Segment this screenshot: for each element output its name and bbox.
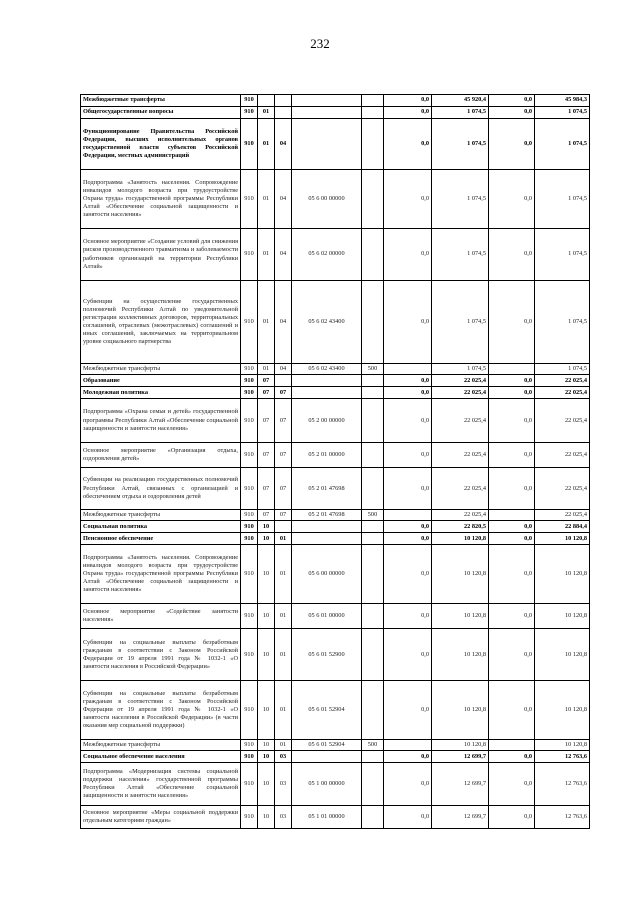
amount-3 — [489, 364, 535, 375]
table-row — [81, 545, 590, 604]
csr-code — [292, 95, 362, 107]
row-name: Межбюджетные трансферты — [81, 740, 241, 751]
pr-code: 01 — [275, 740, 292, 751]
pr-code: 04 — [275, 229, 292, 281]
row-name: Подпрограмма «Занятость населения. Сопровождение инвалидов молодого возраста при трудоустройстве Охрана труда» государственной программы Республики Алтай «Обеспечение социальной защищенности и занятости населения» — [81, 545, 241, 604]
vr-code — [362, 375, 384, 387]
amount-2: 1 074,5 — [432, 170, 489, 229]
vr-code — [362, 763, 384, 806]
pr-code: 04 — [275, 170, 292, 229]
rz-code: 01 — [258, 281, 275, 364]
amount-4: 10 120,8 — [535, 681, 590, 740]
amount-3: 0,0 — [489, 545, 535, 604]
amount-3: 0,0 — [489, 375, 535, 387]
table-row — [81, 364, 590, 375]
csr-code: 05 6 02 43400 — [292, 364, 362, 375]
gr-code: 910 — [241, 604, 258, 629]
amount-4: 1 074,5 — [535, 364, 590, 375]
gr-code: 910 — [241, 375, 258, 387]
vr-code — [362, 119, 384, 170]
pr-code: 07 — [275, 468, 292, 510]
rz-code: 07 — [258, 510, 275, 521]
pr-code: 01 — [275, 533, 292, 545]
row-name: Молодежная политика — [81, 387, 241, 399]
csr-code: 05 2 01 47698 — [292, 468, 362, 510]
table-row — [81, 170, 590, 229]
amount-1: 0,0 — [384, 521, 432, 533]
vr-code — [362, 229, 384, 281]
row-name: Общегосударственные вопросы — [81, 107, 241, 119]
gr-code: 910 — [241, 681, 258, 740]
amount-4: 10 120,8 — [535, 740, 590, 751]
row-name: Субвенции на социальные выплаты безработным гражданам в соответствии с Законом Российской Федерации от 19 апреля 1991 года № 1032-1 «О занятости населения в Российской Федерации» (в части оказания мер социальной поддержки) — [81, 681, 241, 740]
pr-code: 01 — [275, 629, 292, 681]
pr-code: 01 — [275, 681, 292, 740]
gr-code: 910 — [241, 107, 258, 119]
gr-code: 910 — [241, 364, 258, 375]
rz-code: 01 — [258, 107, 275, 119]
gr-code: 910 — [241, 510, 258, 521]
row-name: Образование — [81, 375, 241, 387]
rz-code: 10 — [258, 545, 275, 604]
amount-4: 22 025,4 — [535, 468, 590, 510]
amount-3: 0,0 — [489, 806, 535, 829]
amount-2: 1 074,5 — [432, 107, 489, 119]
vr-code — [362, 281, 384, 364]
rz-code: 07 — [258, 387, 275, 399]
csr-code: 05 6 01 52900 — [292, 629, 362, 681]
amount-4: 45 984,3 — [535, 95, 590, 107]
pr-code — [275, 95, 292, 107]
table-row — [81, 107, 590, 119]
csr-code: 05 6 01 52904 — [292, 681, 362, 740]
amount-1: 0,0 — [384, 681, 432, 740]
amount-1: 0,0 — [384, 387, 432, 399]
gr-code: 910 — [241, 751, 258, 763]
amount-3: 0,0 — [489, 281, 535, 364]
row-name: Подпрограмма «Модернизация системы социальной поддержки населения» государственной программы Республики Алтай «Обеспечение социальной защищенности и занятости населения» — [81, 763, 241, 806]
amount-4: 10 120,8 — [535, 545, 590, 604]
table-row — [81, 375, 590, 387]
row-name: Социальная политика — [81, 521, 241, 533]
amount-3: 0,0 — [489, 763, 535, 806]
vr-code — [362, 107, 384, 119]
amount-4: 22 025,4 — [535, 443, 590, 468]
amount-2: 10 120,8 — [432, 681, 489, 740]
amount-3: 0,0 — [489, 681, 535, 740]
csr-code: 05 2 01 00000 — [292, 443, 362, 468]
amount-3: 0,0 — [489, 751, 535, 763]
amount-2: 12 699,7 — [432, 806, 489, 829]
gr-code: 910 — [241, 740, 258, 751]
amount-2: 22 025,4 — [432, 387, 489, 399]
amount-1: 0,0 — [384, 170, 432, 229]
rz-code: 01 — [258, 229, 275, 281]
pr-code: 07 — [275, 387, 292, 399]
amount-4: 12 763,6 — [535, 751, 590, 763]
vr-code — [362, 468, 384, 510]
amount-3: 0,0 — [489, 443, 535, 468]
amount-4: 1 074,5 — [535, 119, 590, 170]
table-row — [81, 387, 590, 399]
rz-code: 01 — [258, 170, 275, 229]
amount-3: 0,0 — [489, 119, 535, 170]
vr-code — [362, 399, 384, 443]
vr-code: 500 — [362, 510, 384, 521]
amount-1: 0,0 — [384, 468, 432, 510]
rz-code: 10 — [258, 763, 275, 806]
amount-1: 0,0 — [384, 533, 432, 545]
pr-code: 04 — [275, 364, 292, 375]
csr-code: 05 6 01 52904 — [292, 740, 362, 751]
vr-code: 500 — [362, 740, 384, 751]
amount-3 — [489, 740, 535, 751]
amount-1: 0,0 — [384, 107, 432, 119]
csr-code: 05 2 01 47698 — [292, 510, 362, 521]
row-name: Субвенции на социальные выплаты безработным гражданам в соответствии с Законом Российской Федерации от 19 апреля 1991 года № 1032-1 «О занятости населения в Российской Федерации» — [81, 629, 241, 681]
amount-4: 1 074,5 — [535, 229, 590, 281]
rz-code: 10 — [258, 604, 275, 629]
row-name: Субвенции на реализацию государственных полномочий Республики Алтай, связанных с организацией и обеспечением отдыха и оздоровления детей — [81, 468, 241, 510]
amount-1: 0,0 — [384, 443, 432, 468]
table-row — [81, 604, 590, 629]
csr-code — [292, 533, 362, 545]
pr-code: 04 — [275, 119, 292, 170]
amount-2: 10 120,8 — [432, 533, 489, 545]
pr-code: 07 — [275, 399, 292, 443]
amount-3: 0,0 — [489, 604, 535, 629]
vr-code — [362, 521, 384, 533]
amount-4: 22 025,4 — [535, 510, 590, 521]
gr-code: 910 — [241, 281, 258, 364]
gr-code: 910 — [241, 170, 258, 229]
amount-4: 12 763,6 — [535, 806, 590, 829]
csr-code: 05 2 00 00000 — [292, 399, 362, 443]
amount-2: 22 025,4 — [432, 443, 489, 468]
table-row — [81, 629, 590, 681]
amount-4: 22 025,4 — [535, 387, 590, 399]
csr-code — [292, 751, 362, 763]
amount-1: 0,0 — [384, 751, 432, 763]
table-row — [81, 95, 590, 107]
row-name: Пенсионное обеспечение — [81, 533, 241, 545]
amount-2: 1 074,5 — [432, 119, 489, 170]
row-name: Социальное обеспечение населения — [81, 751, 241, 763]
csr-code — [292, 375, 362, 387]
amount-1: 0,0 — [384, 545, 432, 604]
vr-code — [362, 681, 384, 740]
amount-2: 1 074,5 — [432, 364, 489, 375]
amount-4: 22 884,4 — [535, 521, 590, 533]
table-row — [81, 468, 590, 510]
vr-code — [362, 604, 384, 629]
gr-code: 910 — [241, 468, 258, 510]
amount-1: 0,0 — [384, 629, 432, 681]
amount-4: 1 074,5 — [535, 281, 590, 364]
amount-2: 1 074,5 — [432, 281, 489, 364]
rz-code: 07 — [258, 375, 275, 387]
table-row — [81, 229, 590, 281]
amount-1: 0,0 — [384, 399, 432, 443]
amount-2: 22 820,5 — [432, 521, 489, 533]
amount-4: 10 120,8 — [535, 604, 590, 629]
table-row — [81, 119, 590, 170]
rz-code: 10 — [258, 806, 275, 829]
amount-3: 0,0 — [489, 399, 535, 443]
rz-code — [258, 95, 275, 107]
amount-1: 0,0 — [384, 806, 432, 829]
amount-2: 22 025,4 — [432, 510, 489, 521]
amount-3: 0,0 — [489, 521, 535, 533]
csr-code: 05 6 01 00000 — [292, 604, 362, 629]
amount-1: 0,0 — [384, 119, 432, 170]
budget-table — [80, 94, 590, 829]
gr-code: 910 — [241, 545, 258, 604]
amount-1: 0,0 — [384, 604, 432, 629]
amount-2: 10 120,8 — [432, 740, 489, 751]
amount-3: 0,0 — [489, 95, 535, 107]
amount-1: 0,0 — [384, 95, 432, 107]
vr-code — [362, 806, 384, 829]
amount-4: 10 120,8 — [535, 533, 590, 545]
amount-3 — [489, 510, 535, 521]
amount-4: 22 025,4 — [535, 375, 590, 387]
amount-2: 45 920,4 — [432, 95, 489, 107]
amount-1: 0,0 — [384, 375, 432, 387]
gr-code: 910 — [241, 763, 258, 806]
pr-code: 07 — [275, 443, 292, 468]
rz-code: 07 — [258, 443, 275, 468]
amount-2: 22 025,4 — [432, 399, 489, 443]
rz-code: 10 — [258, 740, 275, 751]
csr-code: 05 1 00 00000 — [292, 763, 362, 806]
vr-code — [362, 545, 384, 604]
csr-code: 05 6 02 43400 — [292, 281, 362, 364]
table-row — [81, 510, 590, 521]
gr-code: 910 — [241, 629, 258, 681]
vr-code — [362, 95, 384, 107]
amount-4: 10 120,8 — [535, 629, 590, 681]
row-name: Основное мероприятие «Меры социальной поддержки отдельным категориям граждан» — [81, 806, 241, 829]
amount-3: 0,0 — [489, 387, 535, 399]
csr-code: 05 6 00 00000 — [292, 170, 362, 229]
amount-4: 1 074,5 — [535, 107, 590, 119]
amount-4: 1 074,5 — [535, 170, 590, 229]
pr-code: 03 — [275, 806, 292, 829]
amount-4: 22 025,4 — [535, 399, 590, 443]
amount-1 — [384, 740, 432, 751]
amount-2: 10 120,8 — [432, 604, 489, 629]
row-name: Основное мероприятие «Создание условий для снижения рисков производственного травматизма и заболеваемости работников организаций на территории Республики Алтай» — [81, 229, 241, 281]
gr-code: 910 — [241, 387, 258, 399]
pr-code: 04 — [275, 281, 292, 364]
row-name: Межбюджетные трансферты — [81, 95, 241, 107]
amount-2: 10 120,8 — [432, 545, 489, 604]
rz-code: 01 — [258, 119, 275, 170]
amount-1: 0,0 — [384, 229, 432, 281]
vr-code — [362, 629, 384, 681]
row-name: Субвенции на осуществление государственных полномочий Республики Алтай по уведомительной регистрации коллективных договоров, территориальных соглашений, отраслевых (межотраслевых) соглашений и иных соглашений, заключаемых на территориальном уровне социального партнерства — [81, 281, 241, 364]
csr-code — [292, 521, 362, 533]
rz-code: 01 — [258, 364, 275, 375]
csr-code: 05 6 02 00000 — [292, 229, 362, 281]
csr-code — [292, 107, 362, 119]
amount-1: 0,0 — [384, 281, 432, 364]
rz-code: 10 — [258, 751, 275, 763]
vr-code: 500 — [362, 364, 384, 375]
vr-code — [362, 387, 384, 399]
amount-3: 0,0 — [489, 468, 535, 510]
table-row — [81, 681, 590, 740]
pr-code — [275, 375, 292, 387]
amount-1 — [384, 364, 432, 375]
csr-code — [292, 387, 362, 399]
rz-code: 10 — [258, 681, 275, 740]
pr-code — [275, 107, 292, 119]
pr-code — [275, 521, 292, 533]
vr-code — [362, 443, 384, 468]
gr-code: 910 — [241, 119, 258, 170]
gr-code: 910 — [241, 806, 258, 829]
table-row — [81, 281, 590, 364]
rz-code: 10 — [258, 533, 275, 545]
row-name: Подпрограмма «Охрана семьи и детей» государственной программы Республики Алтай «Обеспечение социальной защищенности и занятости населения» — [81, 399, 241, 443]
amount-2: 12 699,7 — [432, 751, 489, 763]
gr-code: 910 — [241, 399, 258, 443]
table-row — [81, 399, 590, 443]
table-row — [81, 521, 590, 533]
row-name: Основное мероприятие «Содействие занятости населения» — [81, 604, 241, 629]
gr-code: 910 — [241, 443, 258, 468]
pr-code: 01 — [275, 604, 292, 629]
vr-code — [362, 533, 384, 545]
table-row — [81, 806, 590, 829]
table-row — [81, 740, 590, 751]
pr-code: 07 — [275, 510, 292, 521]
gr-code: 910 — [241, 521, 258, 533]
table-row — [81, 443, 590, 468]
table-row — [81, 763, 590, 806]
amount-4: 12 763,6 — [535, 763, 590, 806]
pr-code: 03 — [275, 763, 292, 806]
amount-2: 10 120,8 — [432, 629, 489, 681]
pr-code: 03 — [275, 751, 292, 763]
amount-3: 0,0 — [489, 533, 535, 545]
row-name: Основное мероприятие «Организация отдыха, оздоровления детей» — [81, 443, 241, 468]
row-name: Межбюджетные трансферты — [81, 510, 241, 521]
table-row — [81, 751, 590, 763]
vr-code — [362, 170, 384, 229]
csr-code — [292, 119, 362, 170]
amount-1: 0,0 — [384, 763, 432, 806]
amount-3: 0,0 — [489, 229, 535, 281]
row-name: Межбюджетные трансферты — [81, 364, 241, 375]
row-name: Функционирование Правительства Российской Федерации, высших исполнительных органов государственной власти субъектов Российской Федерации, местных администраций — [81, 119, 241, 170]
gr-code: 910 — [241, 229, 258, 281]
page-number: 232 — [310, 36, 330, 51]
csr-code: 05 1 01 00000 — [292, 806, 362, 829]
csr-code: 05 6 00 00000 — [292, 545, 362, 604]
gr-code: 910 — [241, 95, 258, 107]
amount-2: 1 074,5 — [432, 229, 489, 281]
rz-code: 07 — [258, 468, 275, 510]
rz-code: 10 — [258, 521, 275, 533]
amount-3: 0,0 — [489, 107, 535, 119]
amount-2: 22 025,4 — [432, 468, 489, 510]
pr-code: 01 — [275, 545, 292, 604]
amount-3: 0,0 — [489, 629, 535, 681]
gr-code: 910 — [241, 533, 258, 545]
amount-2: 22 025,4 — [432, 375, 489, 387]
row-name: Подпрограмма «Занятость населения. Сопровождение инвалидов молодого возраста при трудоустройстве Охрана труда» государственной программы Республики Алтай «Обеспечение социальной защищенности и занятости населения» — [81, 170, 241, 229]
vr-code — [362, 751, 384, 763]
rz-code: 10 — [258, 629, 275, 681]
rz-code: 07 — [258, 399, 275, 443]
amount-2: 12 699,7 — [432, 763, 489, 806]
amount-3: 0,0 — [489, 170, 535, 229]
table-row — [81, 533, 590, 545]
amount-1 — [384, 510, 432, 521]
